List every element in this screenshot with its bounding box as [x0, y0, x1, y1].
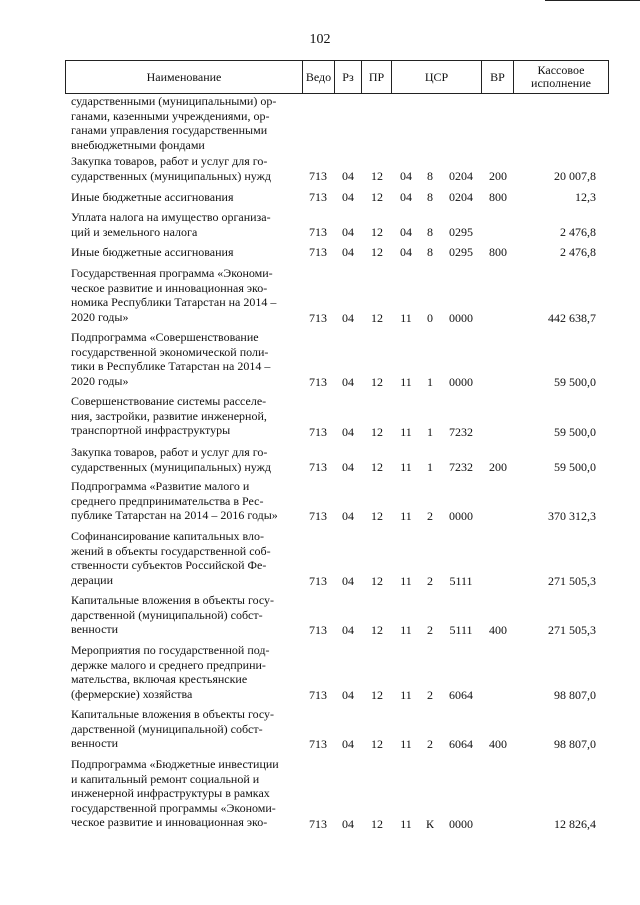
row-rz: 04 [342, 509, 354, 523]
row-name: Подпрограмма «Совершенствование государственной экономической поли- тики в Республике Татарстан на 2014 – 2020 годы» [71, 330, 271, 388]
row-amount: 2 476,8 [560, 225, 596, 239]
row-csr-2: 2 [427, 574, 433, 588]
row-pr: 12 [371, 311, 383, 325]
row-pr: 12 [371, 688, 383, 702]
row-csr-2: 1 [427, 375, 433, 389]
table-row [0, 266, 640, 326]
header-amount: Кассовое исполнение [531, 63, 591, 90]
table-row [0, 244, 640, 260]
row-rz: 04 [342, 817, 354, 831]
row-csr-3: 0204 [449, 169, 473, 183]
row-csr-1: 11 [400, 460, 412, 474]
row-csr-1: 11 [400, 574, 412, 588]
row-csr-3: 6064 [449, 737, 473, 751]
row-amount: 2 476,8 [560, 245, 596, 259]
row-codes [0, 573, 640, 589]
table-row [0, 593, 640, 638]
row-vedo: 713 [309, 311, 327, 325]
row-amount: 12 826,4 [554, 817, 596, 831]
top-edge-line [545, 0, 640, 1]
row-vedo: 713 [309, 623, 327, 637]
row-vedo: 713 [309, 225, 327, 239]
row-csr-1: 11 [400, 311, 412, 325]
table-row [0, 210, 640, 240]
row-codes [0, 374, 640, 390]
row-codes [0, 459, 640, 475]
table-row [0, 479, 640, 524]
row-vr: 800 [489, 190, 507, 204]
row-rz: 04 [342, 425, 354, 439]
row-codes [0, 244, 640, 260]
row-rz: 04 [342, 169, 354, 183]
row-vr: 200 [489, 169, 507, 183]
row-csr-3: 7232 [449, 460, 473, 474]
row-codes [0, 508, 640, 524]
row-name: Закупка товаров, работ и услуг для го- сударственных (муниципальных) нужд [71, 154, 271, 183]
row-csr-1: 04 [400, 169, 412, 183]
row-amount: 59 500,0 [554, 375, 596, 389]
row-csr-2: 8 [427, 225, 433, 239]
row-pr: 12 [371, 460, 383, 474]
row-csr-1: 11 [400, 817, 412, 831]
table-row [0, 445, 640, 475]
page-number: 102 [309, 32, 331, 47]
row-codes [0, 310, 640, 326]
header-csr: ЦСР [392, 61, 482, 93]
row-vr: 400 [489, 623, 507, 637]
row-codes [0, 736, 640, 752]
row-vr: 400 [489, 737, 507, 751]
row-vedo: 713 [309, 688, 327, 702]
header-pr: ПР [362, 61, 392, 93]
row-csr-3: 6064 [449, 688, 473, 702]
row-csr-1: 11 [400, 688, 412, 702]
row-csr-1: 11 [400, 623, 412, 637]
row-vedo: 713 [309, 425, 327, 439]
row-csr-2: 1 [427, 460, 433, 474]
table-header [65, 60, 609, 94]
row-vr: 200 [489, 460, 507, 474]
row-name: Капитальные вложения в объекты госу- дарственной (муниципальной) собст- венности [71, 593, 275, 636]
row-amount: 98 807,0 [554, 737, 596, 751]
row-rz: 04 [342, 688, 354, 702]
row-rz: 04 [342, 311, 354, 325]
row-vedo: 713 [309, 375, 327, 389]
row-csr-2: 8 [427, 190, 433, 204]
row-vedo: 713 [309, 460, 327, 474]
row-csr-2: 8 [427, 169, 433, 183]
table-row [0, 154, 640, 184]
table-row [0, 707, 640, 752]
header-rz: Рз [335, 61, 362, 93]
row-codes [0, 224, 640, 240]
row-name: Иные бюджетные ассигнования [71, 245, 234, 259]
row-rz: 04 [342, 574, 354, 588]
row-csr-1: 04 [400, 245, 412, 259]
row-csr-3: 0000 [449, 817, 473, 831]
row-vedo: 713 [309, 169, 327, 183]
row-rz: 04 [342, 245, 354, 259]
row-vr: 800 [489, 245, 507, 259]
table-row [0, 189, 640, 205]
row-csr-2: К [425, 817, 434, 831]
table-row [0, 394, 640, 440]
row-codes [0, 816, 640, 832]
row-pr: 12 [371, 737, 383, 751]
row-csr-2: 2 [427, 737, 433, 751]
row-name: Совершенствование системы расселе- ния, застройки, развитие инженерной, транспортной инфраструктуры [71, 394, 267, 437]
row-csr-2: 1 [427, 425, 433, 439]
row-csr-3: 0000 [449, 375, 473, 389]
table-row [0, 757, 640, 832]
row-name: Закупка товаров, работ и услуг для го- сударственных (муниципальных) нужд [71, 445, 271, 474]
row-csr-1: 11 [400, 509, 412, 523]
row-name: сударственными (муниципальными) ор- ганами, казенными учреждениями, ор- ганами управления государственными внебюджетными фондами [71, 94, 277, 152]
row-csr-3: 0295 [449, 225, 473, 239]
row-rz: 04 [342, 225, 354, 239]
row-vedo: 713 [309, 509, 327, 523]
row-name: Государственная программа «Экономи- ческое развитие и инновационная эко- номика Республики Татарстан на 2014 – 2020 годы» [71, 266, 277, 324]
row-vedo: 713 [309, 245, 327, 259]
row-codes [0, 168, 640, 184]
row-codes [0, 622, 640, 638]
row-csr-3: 5111 [449, 623, 473, 637]
row-amount: 442 638,7 [548, 311, 596, 325]
row-amount: 370 312,3 [548, 509, 596, 523]
table-row [0, 94, 640, 152]
row-csr-1: 11 [400, 737, 412, 751]
row-vedo: 713 [309, 574, 327, 588]
table-row [0, 529, 640, 589]
row-pr: 12 [371, 574, 383, 588]
row-rz: 04 [342, 623, 354, 637]
row-csr-3: 0000 [449, 509, 473, 523]
row-csr-2: 2 [427, 688, 433, 702]
row-csr-3: 0204 [449, 190, 473, 204]
table-row [0, 330, 640, 390]
row-rz: 04 [342, 737, 354, 751]
row-csr-3: 0000 [449, 311, 473, 325]
row-rz: 04 [342, 375, 354, 389]
header-name: Наименование [66, 61, 303, 93]
row-name: Софинансирование капитальных вло- жений в объекты государственной соб- ственности субъектов Российской Фе- дерации [71, 529, 271, 587]
row-csr-2: 8 [427, 245, 433, 259]
table-row [0, 643, 640, 703]
row-amount: 20 007,8 [554, 169, 596, 183]
row-pr: 12 [371, 245, 383, 259]
row-amount: 271 505,3 [548, 574, 596, 588]
row-name: Уплата налога на имущество организа- ций и земельного налога [71, 210, 271, 239]
row-pr: 12 [371, 169, 383, 183]
row-pr: 12 [371, 817, 383, 831]
row-pr: 12 [371, 190, 383, 204]
row-codes [0, 189, 640, 205]
row-amount: 59 500,0 [554, 460, 596, 474]
row-csr-1: 11 [400, 375, 412, 389]
row-amount: 98 807,0 [554, 688, 596, 702]
row-vedo: 713 [309, 737, 327, 751]
row-csr-1: 04 [400, 190, 412, 204]
row-rz: 04 [342, 460, 354, 474]
row-amount: 59 500,0 [554, 425, 596, 439]
row-codes [0, 424, 640, 440]
row-csr-3: 5111 [449, 574, 473, 588]
row-name: Подпрограмма «Развитие малого и среднего предпринимательства в Рес- публике Татарстан на 2014 – 2016 годы» [71, 479, 278, 522]
row-pr: 12 [371, 623, 383, 637]
header-vr: ВР [482, 61, 514, 93]
row-name: Подпрограмма «Бюджетные инвестиции и капитальный ремонт социальной и инженерной инфраструктуры в рамках государственной программы «Экономи- ческое развитие и инновационная эко- [71, 757, 279, 829]
row-csr-2: 0 [427, 311, 433, 325]
row-amount: 271 505,3 [548, 623, 596, 637]
row-csr-2: 2 [427, 509, 433, 523]
row-name: Капитальные вложения в объекты госу- дарственной (муниципальной) собст- венности [71, 707, 275, 750]
row-name: Иные бюджетные ассигнования [71, 190, 234, 204]
row-pr: 12 [371, 225, 383, 239]
header-vedo: Ведо [303, 61, 335, 93]
row-amount: 12,3 [575, 190, 596, 204]
row-pr: 12 [371, 509, 383, 523]
row-csr-1: 11 [400, 425, 412, 439]
row-codes [0, 687, 640, 703]
row-pr: 12 [371, 375, 383, 389]
row-csr-3: 0295 [449, 245, 473, 259]
row-vedo: 713 [309, 817, 327, 831]
row-name: Мероприятия по государственной под- держке малого и среднего предприни- мательства, включая крестьянские (фермерские) хозяйства [71, 643, 270, 701]
row-csr-3: 7232 [449, 425, 473, 439]
row-csr-2: 2 [427, 623, 433, 637]
row-rz: 04 [342, 190, 354, 204]
row-pr: 12 [371, 425, 383, 439]
row-vedo: 713 [309, 190, 327, 204]
row-csr-1: 04 [400, 225, 412, 239]
